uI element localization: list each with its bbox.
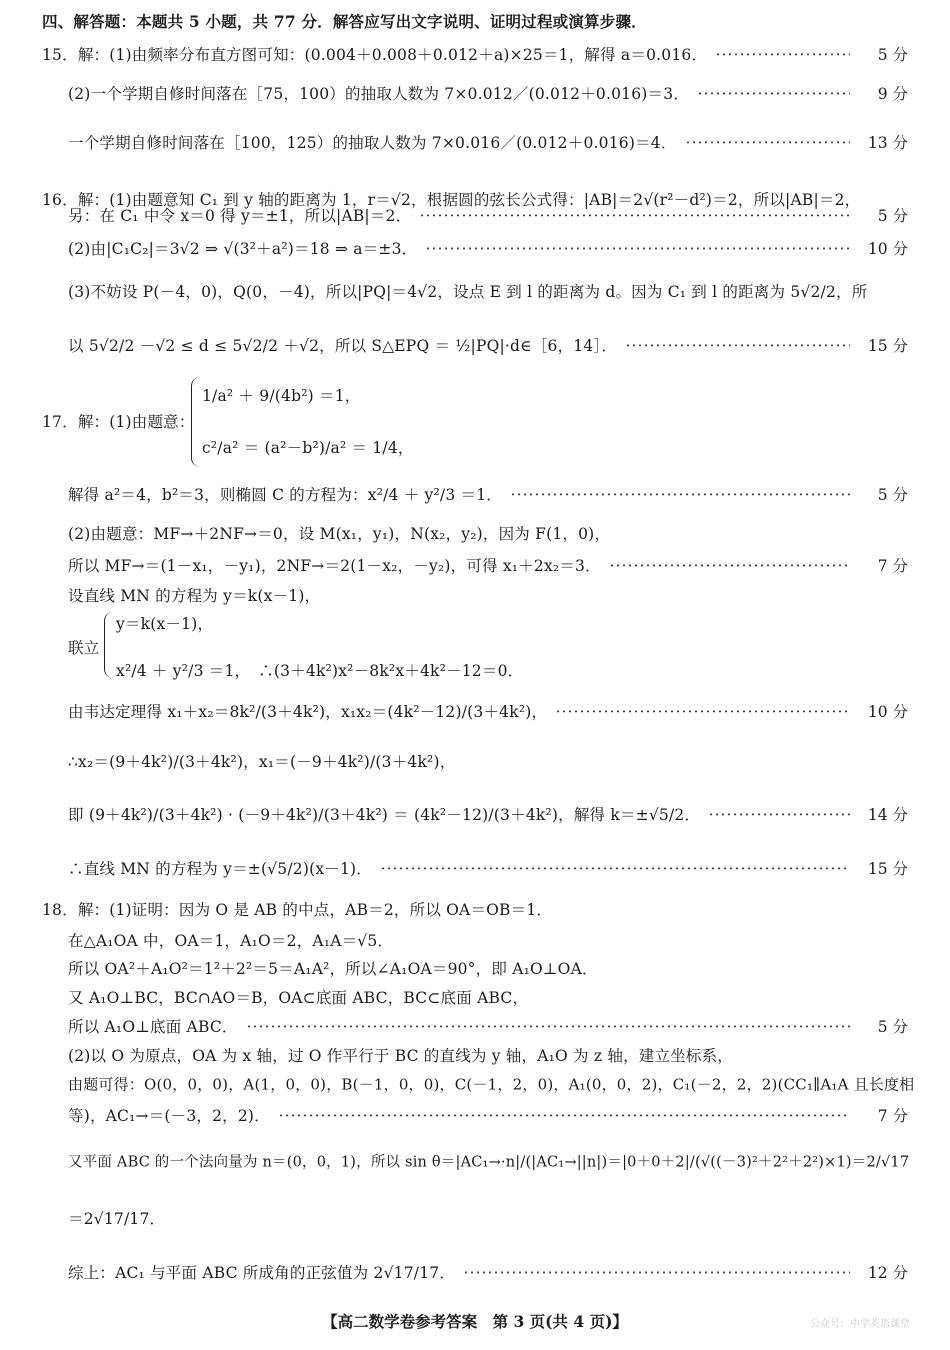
line-18-6: (2)以 O 为原点，OA 为 x 轴，过 O 作平行于 BC 的直线为 y 轴，A₁O 为 z 轴，建立坐标系， (68, 1047, 733, 1065)
line-17-sys-3: y＝k(x－1)， (116, 615, 214, 633)
line-17-sys-2: c²/a² ＝ (a²－b²)/a² ＝ 1/4， (202, 439, 414, 457)
line-17-intro: 17．解：(1)由题意： (42, 413, 195, 431)
score: 12 分 (867, 1264, 908, 1282)
score: 14 分 (867, 806, 908, 824)
score: 15 分 (867, 860, 908, 878)
line-18-11: 综上：AC₁ 与平面 ABC 所成角的正弦值为 2√17/17． 12 分 (0, 1257, 950, 1287)
section-heading (0, 6, 950, 36)
leader-dots (708, 813, 850, 815)
line-17-8: ∴直线 MN 的方程为 y＝±(√5/2)(x－1)． 15 分 (0, 853, 950, 883)
line-17-sys-1: 1/a² ＋ 9/(4b²) ＝1， (202, 387, 361, 405)
line-16-2: 另：在 C₁ 中令 x＝0 得 y＝±1，所以|AB|＝2． 5 分 (0, 200, 950, 230)
leader-dots (609, 564, 850, 566)
score: 9 分 (877, 85, 908, 103)
line-18-3: 所以 OA²＋A₁O²＝1²＋2²＝5＝A₁A²，所以∠A₁OA＝90°，即 A₁O⊥OA． (68, 960, 598, 978)
leader-dots (625, 344, 850, 346)
line-17-7: 即 (9＋4k²)/(3＋4k²) · (－9＋4k²)/(3＋4k²) ＝ (4k²－12)/(3＋4k²)，解得 k＝±√5/2． 14 分 (0, 799, 950, 829)
leader-dots (380, 867, 850, 869)
line-18-8: 等)，AC₁→＝(－3，2，2)． 7 分 (0, 1100, 950, 1130)
line-17-1: 解得 a²＝4，b²＝3，则椭圆 C 的方程为：x²/4 ＋ y²/3 ＝1． 5 分 (0, 479, 950, 509)
line-17-5: 由韦达定理得 x₁＋x₂＝8k²/(3＋4k²)，x₁x₂＝(4k²－12)/(3＋4k²)， 10 分 (0, 696, 950, 726)
line-15-3: 一个学期自修时间落在［100，125）的抽取人数为 7×0.016／(0.012＋0.016)＝4． 13 分 (0, 127, 950, 157)
score: 7 分 (877, 557, 908, 575)
line-18-1: 18．解：(1)证明：因为 O 是 AB 的中点，AB＝2，所以 OA＝OB＝1． (42, 901, 553, 919)
line-17-link: 联立 (68, 639, 100, 657)
score: 15 分 (867, 337, 908, 355)
line-18-2: 在△A₁OA 中，OA＝1，A₁O＝2，A₁A＝√5． (68, 932, 394, 950)
leader-dots (510, 493, 850, 495)
line-16-4: (3)不妨设 P(－4，0)，Q(0，－4)，所以|PQ|＝4√2，设点 E 到 l 的距离为 d。因为 C₁ 到 l 的距离为 5√2/2，所 (68, 283, 868, 301)
line-16-3: (2)由|C₁C₂|＝3√2 ⇒ √(3²＋a²)＝18 ⇒ a＝±3． 10 分 (0, 233, 950, 263)
score: 5 分 (877, 486, 908, 504)
line-15-1: 15．解：(1)由频率分布直方图可知：(0.004＋0.008＋0.012＋a)×25＝1，解得 a＝0.016． 5 分 (0, 39, 950, 69)
section-title: 四、解答题：本题共 5 小题，共 77 分．解答应写出文字说明、证明过程或演算步骤． (42, 12, 647, 31)
line-17-4: 设直线 MN 的方程为 y＝k(x－1)， (68, 587, 321, 605)
line-15-2: (2)一个学期自修时间落在［75，100）的抽取人数为 7×0.012／(0.012＋0.016)＝3． 9 分 (0, 78, 950, 108)
page-footer: 【高二数学卷参考答案 第 3 页(共 4 页)】 (322, 1312, 628, 1331)
leader-dots (697, 92, 850, 94)
score: 5 分 (877, 207, 908, 225)
line-16-5: 以 5√2/2 －√2 ≤ d ≤ 5√2/2 ＋√2，所以 S△EPQ ＝ ½|PQ|·d∈［6，14］． 15 分 (0, 330, 950, 360)
score: 10 分 (867, 240, 908, 258)
line-17-2: (2)由题意：MF→＋2NF→＝0，设 M(x₁，y₁)，N(x₂，y₂)，因为 F(1，0)， (68, 525, 611, 543)
line-17-6: ∴x₂＝(9＋4k²)/(3＋4k²)，x₁＝(－9＋4k²)/(3＋4k²)， (68, 753, 456, 771)
line-18-7: 由题可得：O(0，0，0)，A(1，0，0)，B(－1，0，0)，C(－1，2，0)，A₁(0，0，2)，C₁(－2，2，2)(CC₁∥A₁A 且长度相 (68, 1075, 915, 1094)
line-18-10: ＝2√17/17． (68, 1210, 166, 1228)
watermark: 公众号：中学英语课堂 (810, 1319, 910, 1330)
line-18-5: 所以 A₁O⊥底面 ABC． 5 分 (0, 1011, 950, 1041)
leader-dots (685, 141, 850, 143)
leader-dots (419, 214, 850, 216)
line-17-sys-4: x²/4 ＋ y²/3 ＝1， ∴(3＋4k²)x²－8k²x＋4k²－12＝0． (116, 662, 524, 680)
score: 10 分 (867, 703, 908, 721)
leader-dots (246, 1025, 850, 1027)
line-18-9: 又平面 ABC 的一个法向量为 n＝(0，0，1)，所以 sin θ＝|AC₁→·n|/(|AC₁→||n|)＝|0＋0＋2|/(√((－3)²＋2²＋2²)×1)＝2/√17 (68, 1154, 910, 1171)
score: 5 分 (877, 46, 908, 64)
leader-dots (463, 1271, 850, 1273)
leader-dots (555, 710, 850, 712)
line-16-1: 16．解：(1)由题意知 C₁ 到 y 轴的距离为 1，r＝√2，根据圆的弦长公式得：|AB|＝2√(r²－d²)＝2，所以|AB|＝2， (42, 191, 861, 209)
score: 5 分 (877, 1018, 908, 1036)
line-18-4: 又 A₁O⊥BC，BC∩AO＝B，OA⊂底面 ABC，BC⊂底面 ABC， (68, 989, 529, 1007)
score: 13 分 (867, 134, 908, 152)
leader-dots (425, 247, 850, 249)
leader-dots (278, 1114, 850, 1116)
line-17-3: 所以 MF→＝(1－x₁，－y₁)，2NF→＝2(1－x₂，－y₂)，可得 x₁＋2x₂＝3． 7 分 (0, 550, 950, 580)
leader-dots (715, 53, 850, 55)
score: 7 分 (877, 1107, 908, 1125)
